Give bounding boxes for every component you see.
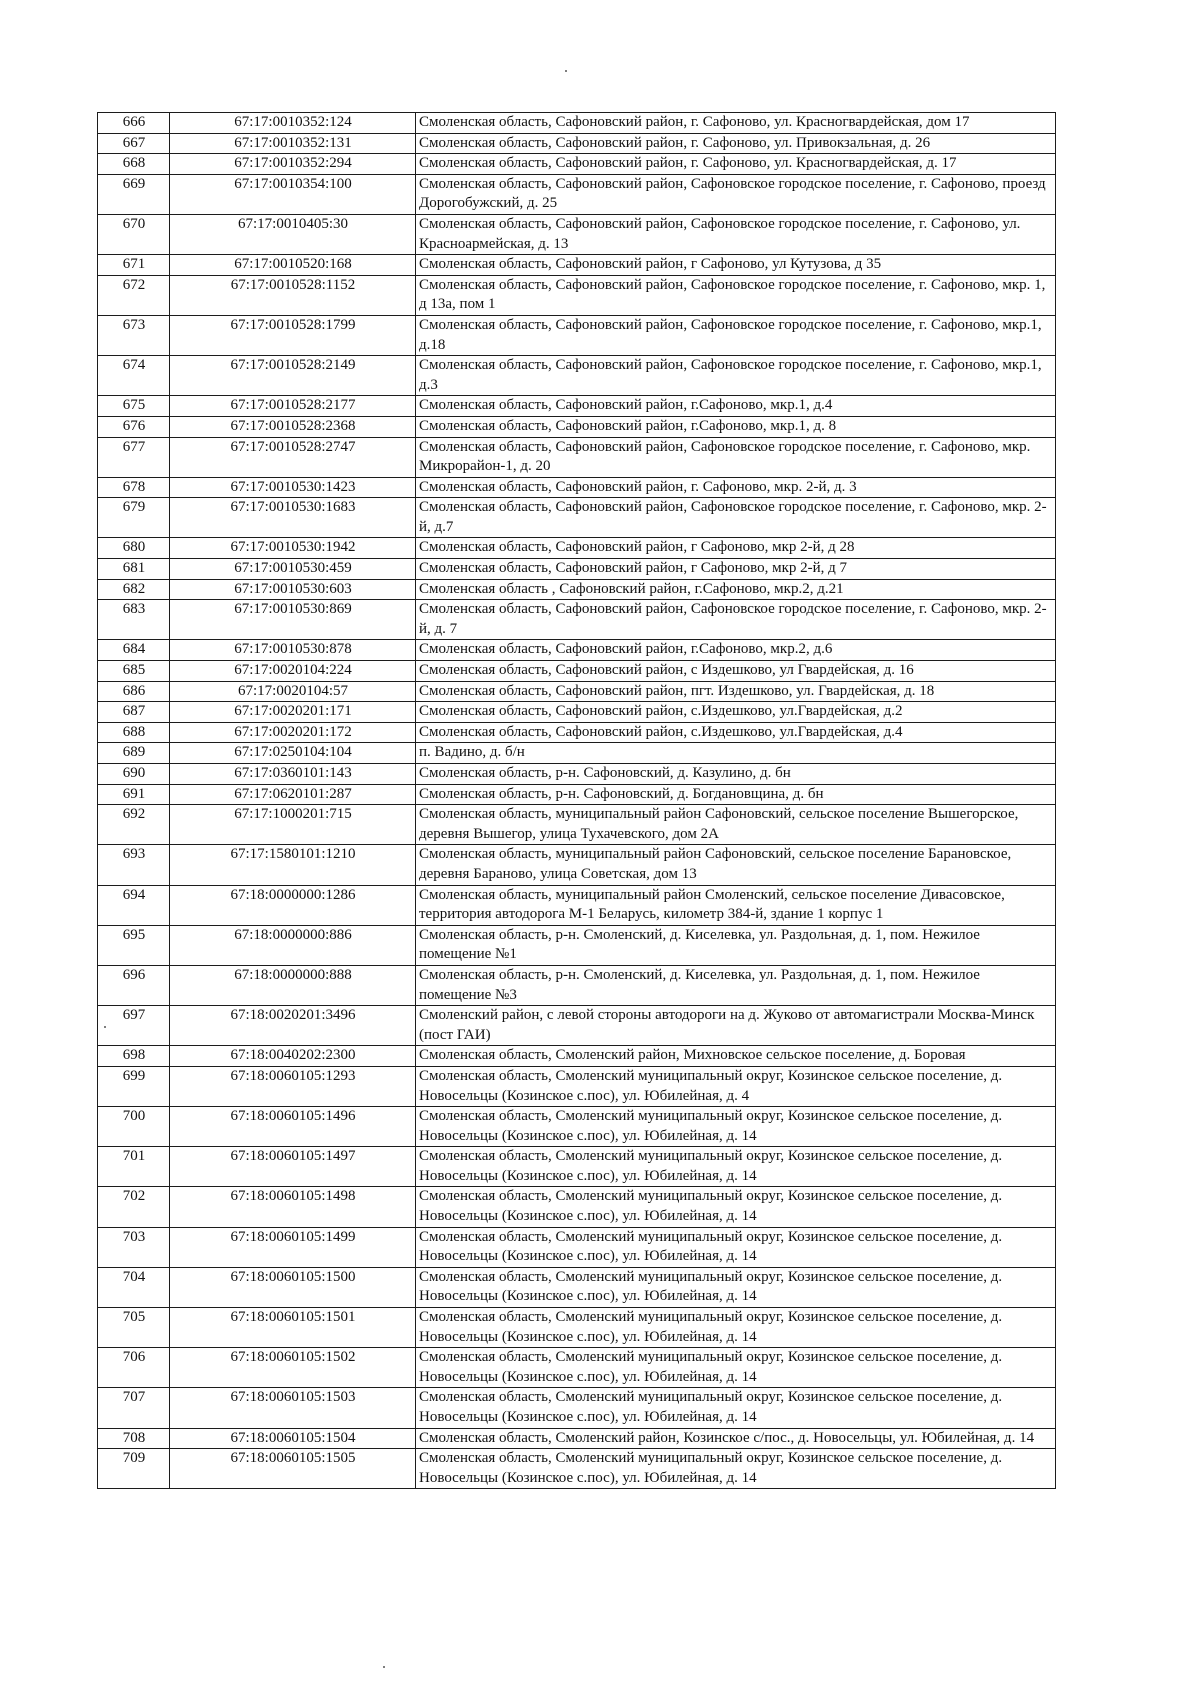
address-cell — [416, 722, 1056, 743]
cadastral-number-cell: 67:17:1000201:715 — [170, 805, 416, 845]
scan-speck — [565, 70, 567, 72]
table-row — [98, 1006, 1056, 1046]
address-text: Смоленская область, р-н. Смоленский, д. Киселевка, ул. Раздольная, д. 1, пом. Нежилое помещение №3 — [419, 966, 980, 1003]
table-row — [98, 600, 1056, 640]
row-number-cell: 695 — [98, 925, 170, 965]
table-row — [98, 722, 1056, 743]
address-cell — [416, 965, 1056, 1005]
address-cell — [416, 1006, 1056, 1046]
cadastral-number-cell: 67:17:0020201:172 — [170, 722, 416, 743]
address-cell — [416, 1147, 1056, 1187]
address-text: Смоленская область, Смоленский муниципальный округ, Козинское сельское поселение, д. Новосельцы (Козинское с.пос), ул. Юбилейная, д. 14 — [419, 1349, 1003, 1385]
cadastral-number-cell: 67:17:0620101:287 — [170, 784, 416, 805]
address-text: Смоленская область, Смоленский муниципальный округ, Козинское сельское поселение, д. Новосельцы (Козинское с.пос), ул. Юбилейная, д. 14 — [419, 1389, 1003, 1425]
address-cell — [416, 1107, 1056, 1147]
cadastral-number-cell: 67:17:0010530:1942 — [170, 538, 416, 559]
address-text: Смоленская область, Смоленский район, Козинское с/пос., д. Новосельцы, ул. Юбилейная, д. 14 — [419, 1429, 1035, 1446]
address-text: Смоленская область, Смоленский муниципальный округ, Козинское сельское поселение, д. Новосельцы (Козинское с.пос), ул. Юбилейная, д. 14 — [419, 1108, 1003, 1144]
address-cell — [416, 214, 1056, 254]
address-text: Смоленская область, Сафоновский район, г.Сафоново, мкр.1, д.4 — [419, 397, 833, 414]
cadastral-number-cell: 67:18:0000000:1286 — [170, 885, 416, 925]
cadastral-number-cell: 67:18:0060105:1497 — [170, 1147, 416, 1187]
table-row — [98, 925, 1056, 965]
cadastral-number-cell: 67:17:0010530:459 — [170, 559, 416, 580]
address-text: Смоленская область, муниципальный район Сафоновский, сельское поселение Вышегорское, деревня Вышегор, улица Тухачевского, дом 2А — [419, 806, 1019, 842]
cadastral-number-cell: 67:17:0010528:1799 — [170, 315, 416, 355]
address-text: Смоленская область, Сафоновский район, г.Сафоново, мкр.1, д. 8 — [419, 417, 837, 434]
address-cell — [416, 174, 1056, 214]
cadastral-number-cell: 67:18:0060105:1503 — [170, 1388, 416, 1428]
row-number-cell: 669 — [98, 174, 170, 214]
row-number-cell: 688 — [98, 722, 170, 743]
address-text: Смоленская область, Сафоновский район, с Издешково, ул Гвардейская, д. 16 — [419, 662, 914, 679]
row-number-cell: 686 — [98, 681, 170, 702]
address-cell — [416, 416, 1056, 437]
cadastral-number-cell: 67:17:0010528:2149 — [170, 356, 416, 396]
address-cell — [416, 885, 1056, 925]
table-row — [98, 1107, 1056, 1147]
address-cell — [416, 1348, 1056, 1388]
cadastral-number-cell: 67:17:0010530:878 — [170, 640, 416, 661]
table-row — [98, 661, 1056, 682]
address-text: п. Вадино, д. б/н — [419, 744, 525, 761]
address-cell — [416, 764, 1056, 785]
table-row — [98, 784, 1056, 805]
cadastral-number-cell: 67:18:0060105:1498 — [170, 1187, 416, 1227]
table-row — [98, 154, 1056, 175]
cadastral-number-cell: 67:17:0010405:30 — [170, 214, 416, 254]
address-text: Смоленская область, Сафоновский район, г. Сафоново, ул. Красногвардейская, дом 17 — [419, 114, 970, 130]
address-text: Смоленская область, Сафоновский район, с.Издешково, ул.Гвардейская, д.2 — [419, 703, 903, 720]
table-row — [98, 805, 1056, 845]
address-cell — [416, 1267, 1056, 1307]
address-cell — [416, 805, 1056, 845]
address-cell — [416, 1308, 1056, 1348]
row-number-cell: 676 — [98, 416, 170, 437]
cadastral-number-cell: 67:17:0020104:57 — [170, 681, 416, 702]
address-text: Смоленская область, р-н. Смоленский, д. Киселевка, ул. Раздольная, д. 1, пом. Нежилое помещение №1 — [419, 926, 980, 963]
row-number-cell: 709 — [98, 1449, 170, 1489]
address-cell — [416, 437, 1056, 477]
address-text: Смоленская область, Смоленский муниципальный округ, Козинское сельское поселение, д. Новосельцы (Козинское с.пос), ул. Юбилейная, д. 14 — [419, 1228, 1003, 1265]
cadastral-number-cell: 67:18:0060105:1502 — [170, 1348, 416, 1388]
cadastral-number-cell: 67:17:0250104:104 — [170, 743, 416, 764]
address-text: Смоленская область, Сафоновский район, г Сафоново, мкр 2-й, д 7 — [419, 560, 848, 577]
table-row — [98, 214, 1056, 254]
address-cell — [416, 1187, 1056, 1227]
row-number-cell: 702 — [98, 1187, 170, 1227]
address-cell — [416, 1428, 1056, 1449]
cadastral-number-cell: 67:18:0060105:1504 — [170, 1428, 416, 1449]
address-text: Смоленская область, Сафоновский район, с.Издешково, ул.Гвардейская, д.4 — [419, 723, 903, 740]
table-row — [98, 1267, 1056, 1307]
cadastral-number-cell: 67:17:0010520:168 — [170, 255, 416, 276]
address-text: Смоленская область , Сафоновский район, г.Сафоново, мкр.2, д.21 — [419, 580, 844, 597]
address-text: Смоленская область, Смоленский муниципальный округ, Козинское сельское поселение, д. Новосельцы (Козинское с.пос), ул. Юбилейная, д. 14 — [419, 1268, 1003, 1305]
address-cell — [416, 661, 1056, 682]
table-row — [98, 1428, 1056, 1449]
row-number-cell: 692 — [98, 805, 170, 845]
table-row — [98, 498, 1056, 538]
table-row — [98, 174, 1056, 214]
table-row — [98, 437, 1056, 477]
table-row — [98, 255, 1056, 276]
table-row — [98, 477, 1056, 498]
address-text: Смоленская область, р-н. Сафоновский, д. Казулино, д. бн — [419, 765, 791, 781]
address-text: Смоленская область, Сафоновский район, Сафоновское городское поселение, г. Сафоново, мкр.1, д.3 — [419, 357, 1042, 393]
table-row — [98, 133, 1056, 154]
row-number-cell: 689 — [98, 743, 170, 764]
table-row — [98, 1147, 1056, 1187]
table-row — [98, 1066, 1056, 1106]
row-number-cell: 666 — [98, 113, 170, 134]
table-row — [98, 559, 1056, 580]
row-number-cell: 691 — [98, 784, 170, 805]
table-row — [98, 113, 1056, 134]
table-row — [98, 965, 1056, 1005]
row-number-cell: 705 — [98, 1308, 170, 1348]
row-number-cell: 677 — [98, 437, 170, 477]
cadastral-number-cell: 67:17:0010352:294 — [170, 154, 416, 175]
row-number-cell: 675 — [98, 396, 170, 417]
cadastral-number-cell: 67:17:1580101:1210 — [170, 845, 416, 885]
address-text: Смоленская область, Сафоновский район, г. Сафоново, мкр. 2-й, д. 3 — [419, 478, 857, 495]
row-number-cell: 697 — [98, 1006, 170, 1046]
cadastral-number-cell: 67:17:0020201:171 — [170, 702, 416, 723]
table-row — [98, 416, 1056, 437]
table-row — [98, 1227, 1056, 1267]
row-number-cell: 678 — [98, 477, 170, 498]
address-cell — [416, 925, 1056, 965]
address-cell — [416, 498, 1056, 538]
table-row — [98, 356, 1056, 396]
cadastral-number-cell: 67:17:0360101:143 — [170, 764, 416, 785]
row-number-cell: 670 — [98, 214, 170, 254]
address-text: Смоленская область, муниципальный район Сафоновский, сельское поселение Барановское, деревня Бараново, улица Советская, дом 13 — [419, 846, 1012, 882]
address-cell — [416, 154, 1056, 175]
table-row — [98, 1388, 1056, 1428]
address-text: Смоленская область, Сафоновский район, пгт. Издешково, ул. Гвардейская, д. 18 — [419, 682, 935, 699]
row-number-cell: 684 — [98, 640, 170, 661]
address-cell — [416, 1066, 1056, 1106]
table-row — [98, 315, 1056, 355]
table-row — [98, 538, 1056, 559]
cadastral-number-cell: 67:17:0010530:603 — [170, 579, 416, 600]
row-number-cell: 696 — [98, 965, 170, 1005]
table-row — [98, 681, 1056, 702]
cadastral-number-cell: 67:17:0010352:131 — [170, 133, 416, 154]
cadastral-number-cell: 67:17:0010530:869 — [170, 600, 416, 640]
address-text: Смоленская область, муниципальный район Смоленский, сельское поселение Дивасовское, территория автодорога М-1 Беларусь, километр 384-й, здание 1 корпус 1 — [419, 886, 1005, 923]
registry-table-body — [98, 113, 1056, 1489]
row-number-cell: 668 — [98, 154, 170, 175]
table-row — [98, 845, 1056, 885]
row-number-cell: 700 — [98, 1107, 170, 1147]
property-registry-table — [97, 112, 1056, 1489]
row-number-cell: 698 — [98, 1046, 170, 1067]
cadastral-number-cell: 67:17:0010352:124 — [170, 113, 416, 134]
cadastral-number-cell: 67:17:0010530:1683 — [170, 498, 416, 538]
row-number-cell: 708 — [98, 1428, 170, 1449]
address-text: Смоленская область, р-н. Сафоновский, д. Богдановщина, д. бн — [419, 785, 824, 802]
address-cell — [416, 255, 1056, 276]
table-row — [98, 885, 1056, 925]
row-number-cell: 685 — [98, 661, 170, 682]
address-cell — [416, 640, 1056, 661]
address-cell — [416, 1227, 1056, 1267]
address-cell — [416, 600, 1056, 640]
row-number-cell: 704 — [98, 1267, 170, 1307]
address-text: Смоленская область, Смоленский муниципальный округ, Козинское сельское поселение, д. Новосельцы (Козинское с.пос), ул. Юбилейная, д. 14 — [419, 1450, 1003, 1486]
address-cell — [416, 396, 1056, 417]
address-cell — [416, 275, 1056, 315]
address-text: Смоленская область, Сафоновский район, г.Сафоново, мкр.2, д.6 — [419, 641, 833, 658]
address-text: Смоленская область, Смоленский муниципальный округ, Козинское сельское поселение, д. Новосельцы (Козинское с.пос), ул. Юбилейная, д. 4 — [419, 1067, 1003, 1104]
cadastral-number-cell: 67:18:0000000:886 — [170, 925, 416, 965]
scan-speck — [383, 1666, 385, 1668]
address-text: Смоленская область, Сафоновский район, Сафоновское городское поселение, г. Сафоново, мкр. 2-й, д.7 — [419, 499, 1047, 535]
address-text: Смоленская область, Сафоновский район, Сафоновское городское поселение, г. Сафоново, мкр. 2-й, д. 7 — [419, 601, 1047, 637]
address-cell — [416, 1388, 1056, 1428]
row-number-cell: 701 — [98, 1147, 170, 1187]
cadastral-number-cell: 67:18:0020201:3496 — [170, 1006, 416, 1046]
address-cell — [416, 1449, 1056, 1489]
cadastral-number-cell: 67:17:0020104:224 — [170, 661, 416, 682]
cadastral-number-cell: 67:17:0010528:1152 — [170, 275, 416, 315]
address-cell — [416, 579, 1056, 600]
address-text: Смоленская область, Сафоновский район, г. Сафоново, ул. Привокзальная, д. 26 — [419, 134, 931, 151]
table-row — [98, 1348, 1056, 1388]
row-number-cell: 679 — [98, 498, 170, 538]
address-cell — [416, 315, 1056, 355]
address-text: Смоленская область, Смоленский муниципальный округ, Козинское сельское поселение, д. Новосельцы (Козинское с.пос), ул. Юбилейная, д. 14 — [419, 1148, 1003, 1184]
table-row — [98, 396, 1056, 417]
cadastral-number-cell: 67:18:0060105:1500 — [170, 1267, 416, 1307]
row-number-cell: 667 — [98, 133, 170, 154]
address-cell — [416, 743, 1056, 764]
address-text: Смоленская область, Смоленский муниципальный округ, Козинское сельское поселение, д. Новосельцы (Козинское с.пос), ул. Юбилейная, д. 14 — [419, 1309, 1003, 1345]
row-number-cell: 703 — [98, 1227, 170, 1267]
row-number-cell: 682 — [98, 579, 170, 600]
row-number-cell: 673 — [98, 315, 170, 355]
table-row — [98, 275, 1056, 315]
address-cell — [416, 784, 1056, 805]
row-number-cell: 707 — [98, 1388, 170, 1428]
address-cell — [416, 113, 1056, 134]
address-cell — [416, 133, 1056, 154]
address-cell — [416, 845, 1056, 885]
cadastral-number-cell: 67:18:0060105:1499 — [170, 1227, 416, 1267]
row-number-cell: 680 — [98, 538, 170, 559]
table-row — [98, 702, 1056, 723]
row-number-cell: 674 — [98, 356, 170, 396]
address-text: Смоленская область, Смоленский муниципальный округ, Козинское сельское поселение, д. Новосельцы (Козинское с.пос), ул. Юбилейная, д. 14 — [419, 1188, 1003, 1225]
table-row — [98, 1308, 1056, 1348]
address-cell — [416, 702, 1056, 723]
row-number-cell: 681 — [98, 559, 170, 580]
row-number-cell: 671 — [98, 255, 170, 276]
address-cell — [416, 559, 1056, 580]
row-number-cell: 687 — [98, 702, 170, 723]
address-text: Смоленский район, с левой стороны автодороги на д. Жуково от автомагистрали Москва-Минск (пост ГАИ) — [419, 1007, 1035, 1043]
address-cell — [416, 681, 1056, 702]
cadastral-number-cell: 67:18:0060105:1505 — [170, 1449, 416, 1489]
address-text: Смоленская область, Сафоновский район, Сафоновское городское поселение, г. Сафоново, ул. Красноармейская, д. 13 — [419, 215, 1021, 252]
cadastral-number-cell: 67:17:0010528:2747 — [170, 437, 416, 477]
cadastral-number-cell: 67:17:0010530:1423 — [170, 477, 416, 498]
address-text: Смоленская область, Сафоновский район, Сафоновское городское поселение, г. Сафоново, мкр. Микрорайон-1, д. 20 — [419, 438, 1031, 475]
cadastral-number-cell: 67:17:0010528:2177 — [170, 396, 416, 417]
table-row — [98, 579, 1056, 600]
row-number-cell: 683 — [98, 600, 170, 640]
cadastral-number-cell: 67:18:0040202:2300 — [170, 1046, 416, 1067]
table-row — [98, 1449, 1056, 1489]
address-text: Смоленская область, Смоленский район, Михновское сельское поселение, д. Боровая — [419, 1047, 966, 1064]
row-number-cell: 690 — [98, 764, 170, 785]
row-number-cell: 694 — [98, 885, 170, 925]
address-cell — [416, 1046, 1056, 1067]
row-number-cell: 699 — [98, 1066, 170, 1106]
address-text: Смоленская область, Сафоновский район, Сафоновское городское поселение, г. Сафоново, проезд Дорогобужский, д. 25 — [419, 175, 1046, 212]
address-text: Смоленская область, Сафоновский район, Сафоновское городское поселение, г. Сафоново, мкр.1, д.18 — [419, 316, 1042, 353]
table-row — [98, 764, 1056, 785]
address-cell — [416, 538, 1056, 559]
row-number-cell: 706 — [98, 1348, 170, 1388]
table-row — [98, 640, 1056, 661]
table-row — [98, 743, 1056, 764]
address-text: Смоленская область, Сафоновский район, Сафоновское городское поселение, г. Сафоново, мкр. 1, д 13а, пом 1 — [419, 276, 1046, 313]
address-text: Смоленская область, Сафоновский район, г. Сафоново, ул. Красногвардейская, д. 17 — [419, 155, 957, 172]
row-number-cell: 672 — [98, 275, 170, 315]
cadastral-number-cell: 67:18:0060105:1293 — [170, 1066, 416, 1106]
cadastral-number-cell: 67:18:0060105:1501 — [170, 1308, 416, 1348]
cadastral-number-cell: 67:17:0010528:2368 — [170, 416, 416, 437]
address-cell — [416, 356, 1056, 396]
cadastral-number-cell: 67:18:0000000:888 — [170, 965, 416, 1005]
address-text: Смоленская область, Сафоновский район, г Сафоново, ул Кутузова, д 35 — [419, 256, 882, 273]
address-text: Смоленская область, Сафоновский район, г Сафоново, мкр 2-й, д 28 — [419, 539, 855, 556]
cadastral-number-cell: 67:17:0010354:100 — [170, 174, 416, 214]
cadastral-number-cell: 67:18:0060105:1496 — [170, 1107, 416, 1147]
table-row — [98, 1187, 1056, 1227]
address-cell — [416, 477, 1056, 498]
table-row — [98, 1046, 1056, 1067]
row-number-cell: 693 — [98, 845, 170, 885]
